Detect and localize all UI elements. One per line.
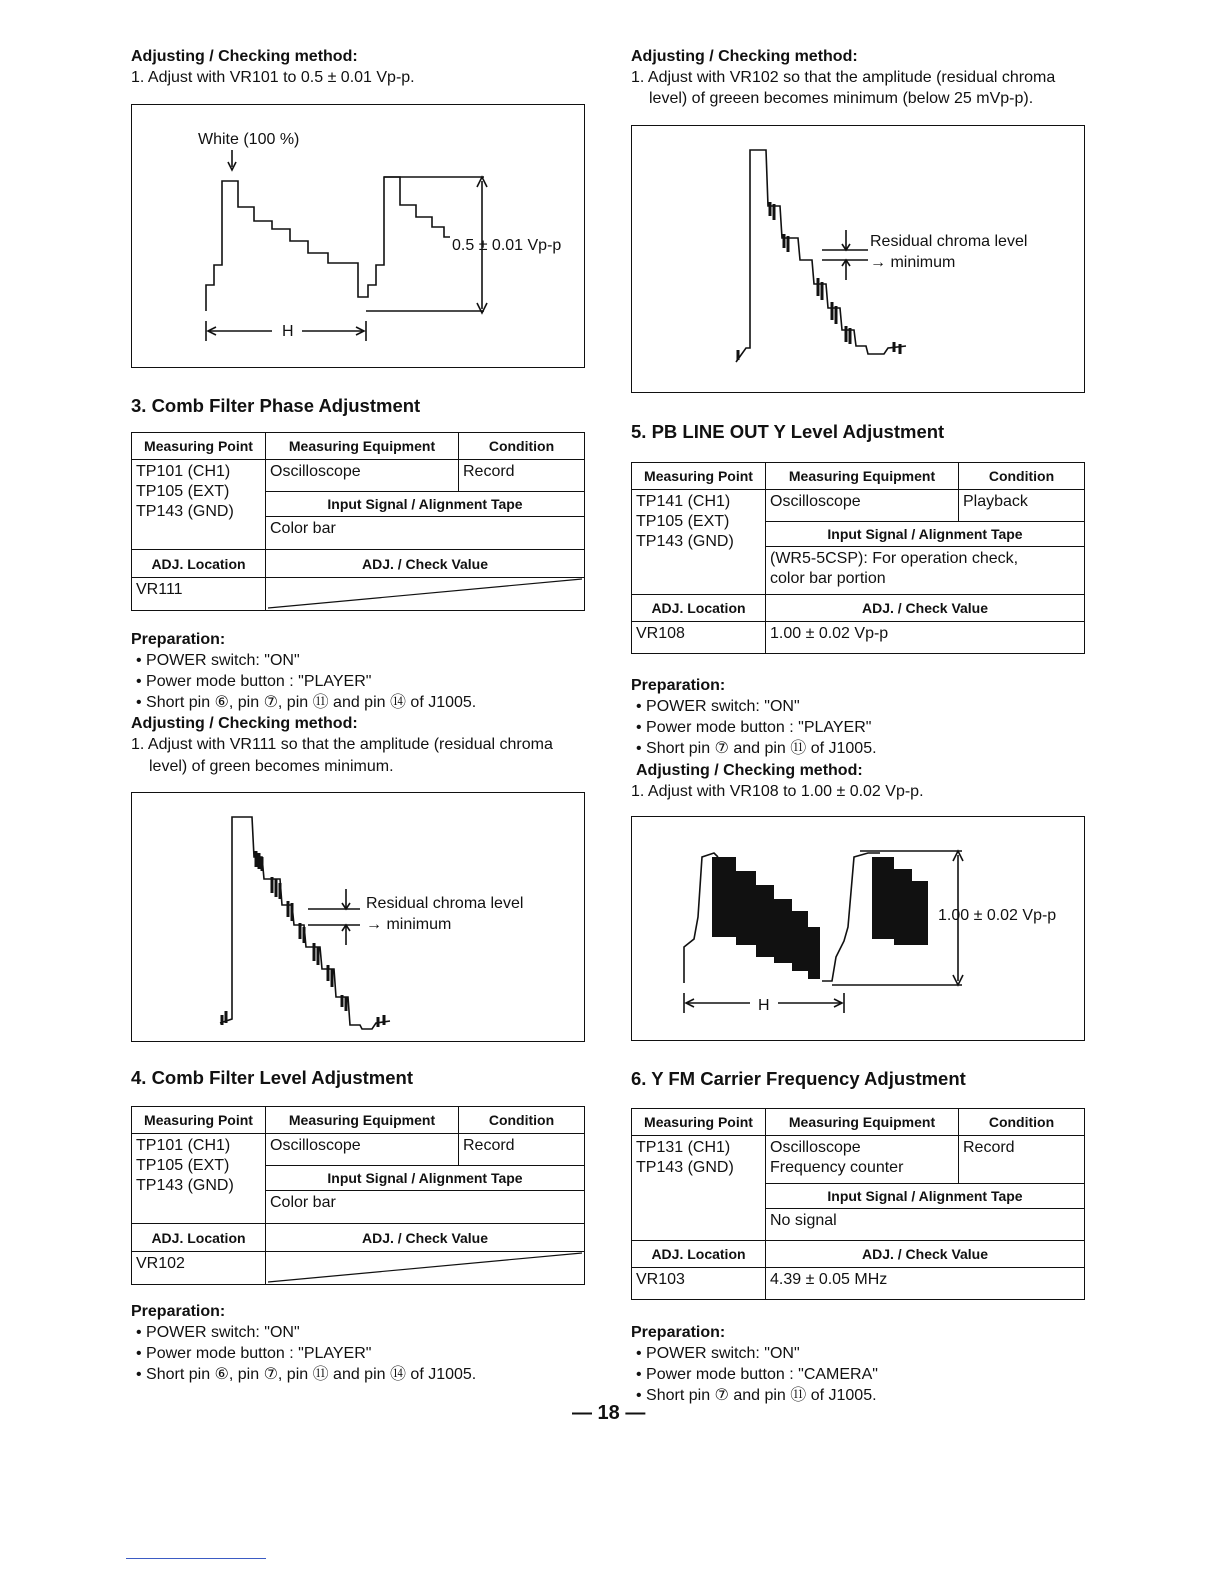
prep-item: • Power mode button : "PLAYER" bbox=[136, 1345, 372, 1362]
input-signal-header: Input Signal / Alignment Tape bbox=[266, 1166, 585, 1191]
adj-value-header: ADJ. / Check Value bbox=[266, 1224, 585, 1252]
col-condition: Condition bbox=[459, 1107, 585, 1134]
prep-item: • POWER switch: "ON" bbox=[636, 1345, 800, 1362]
measuring-point-cell: TP131 (CH1) TP143 (GND) bbox=[632, 1136, 766, 1241]
preparation-title: Preparation: bbox=[631, 1324, 726, 1341]
adj-location-cell: VR111 bbox=[132, 578, 266, 611]
input-signal-cell: No signal bbox=[766, 1209, 1085, 1241]
adj-value-header: ADJ. / Check Value bbox=[766, 1241, 1085, 1268]
footer-rule bbox=[126, 1558, 266, 1559]
equipment-cell: Oscilloscope Frequency counter bbox=[766, 1136, 959, 1184]
method-step-cont: level) of green becomes minimum. bbox=[149, 758, 394, 775]
spec-table-sec4 bbox=[131, 1106, 585, 1285]
method-title: Adjusting / Checking method: bbox=[631, 48, 858, 65]
residual-label: Residual chroma level bbox=[366, 895, 524, 912]
residual-label: Residual chroma level bbox=[870, 233, 1028, 250]
col-condition: Condition bbox=[959, 1109, 1085, 1136]
adj-location-cell: VR108 bbox=[632, 622, 766, 654]
prep-item: • Power mode button : "PLAYER" bbox=[136, 673, 372, 690]
adj-value-cell: 4.39 ± 0.05 MHz bbox=[766, 1268, 1085, 1300]
input-signal-header: Input Signal / Alignment Tape bbox=[766, 1184, 1085, 1209]
section-3-title: 3. Comb Filter Phase Adjustment bbox=[131, 395, 421, 416]
preparation-title: Preparation: bbox=[631, 677, 726, 694]
prep-item: • Short pin ⑥, pin ⑦, pin ⑪ and pin ⑭ of J1005. bbox=[136, 1366, 477, 1383]
prep-item: • POWER switch: "ON" bbox=[636, 698, 800, 715]
method-title: Adjusting / Checking method: bbox=[131, 48, 358, 65]
measuring-point-cell: TP101 (CH1) TP105 (EXT) TP143 (GND) bbox=[132, 460, 266, 550]
section-4-title: 4. Comb Filter Level Adjustment bbox=[131, 1067, 413, 1088]
level-label: 0.5 ± 0.01 Vp-p bbox=[452, 237, 562, 254]
method-step: 1. Adjust with VR102 so that the amplitude (residual chroma bbox=[631, 69, 1056, 86]
prep-item: • POWER switch: "ON" bbox=[136, 652, 300, 669]
chroma-waveform bbox=[132, 793, 586, 1043]
waveform-figure-y-level bbox=[631, 816, 1085, 1041]
condition-cell: Playback bbox=[959, 490, 1085, 522]
input-signal-header: Input Signal / Alignment Tape bbox=[766, 522, 1085, 547]
col-measuring-equipment: Measuring Equipment bbox=[766, 1109, 959, 1136]
input-signal-cell: Color bar bbox=[266, 517, 585, 550]
preparation-title: Preparation: bbox=[131, 631, 226, 648]
level-label: 1.00 ± 0.02 Vp-p bbox=[938, 907, 1057, 924]
method-step: 1. Adjust with VR101 to 0.5 ± 0.01 Vp-p. bbox=[131, 69, 415, 86]
page-number: — 18 — bbox=[572, 1402, 646, 1424]
adj-location-header: ADJ. Location bbox=[632, 1241, 766, 1268]
section-5-title: 5. PB LINE OUT Y Level Adjustment bbox=[631, 421, 945, 442]
chroma-waveform bbox=[632, 126, 1086, 394]
method-step-cont: level) of greeen becomes minimum (below 25 mVp-p). bbox=[649, 90, 1034, 107]
col-measuring-point: Measuring Point bbox=[632, 463, 766, 490]
input-signal-cell: (WR5-5CSP): For operation check, color bar portion bbox=[766, 547, 1085, 595]
adj-value-empty-cell bbox=[266, 578, 585, 611]
method-step: 1. Adjust with VR111 so that the amplitude (residual chroma bbox=[131, 736, 553, 753]
col-measuring-point: Measuring Point bbox=[132, 1107, 266, 1134]
adj-value-header: ADJ. / Check Value bbox=[266, 550, 585, 578]
col-condition: Condition bbox=[959, 463, 1085, 490]
prep-item: • Short pin ⑥, pin ⑦, pin ⑪ and pin ⑭ of J1005. bbox=[136, 694, 477, 711]
spec-table-sec6 bbox=[631, 1108, 1085, 1300]
condition-cell: Record bbox=[459, 460, 585, 492]
method-step: 1. Adjust with VR108 to 1.00 ± 0.02 Vp-p. bbox=[631, 783, 924, 800]
prep-item: • POWER switch: "ON" bbox=[136, 1324, 300, 1341]
staircase-waveform bbox=[132, 105, 586, 369]
equipment-cell: Oscilloscope bbox=[266, 460, 459, 492]
adj-location-header: ADJ. Location bbox=[132, 550, 266, 578]
h-label: H bbox=[282, 323, 294, 340]
adj-value-cell: 1.00 ± 0.02 Vp-p bbox=[766, 622, 1085, 654]
col-measuring-equipment: Measuring Equipment bbox=[266, 1107, 459, 1134]
waveform-figure-residual-chroma bbox=[131, 792, 585, 1042]
method-title: Adjusting / Checking method: bbox=[131, 715, 358, 732]
y-level-waveform bbox=[632, 817, 1086, 1042]
col-measuring-equipment: Measuring Equipment bbox=[266, 433, 459, 460]
input-signal-header: Input Signal / Alignment Tape bbox=[266, 492, 585, 517]
adj-location-header: ADJ. Location bbox=[132, 1224, 266, 1252]
prep-item: • Power mode button : "CAMERA" bbox=[636, 1366, 878, 1383]
adj-location-header: ADJ. Location bbox=[632, 595, 766, 622]
measuring-point-cell: TP141 (CH1) TP105 (EXT) TP143 (GND) bbox=[632, 490, 766, 595]
prep-item: • Short pin ⑦ and pin ⑪ of J1005. bbox=[636, 1387, 877, 1404]
prep-item: • Power mode button : "PLAYER" bbox=[636, 719, 872, 736]
spec-table-sec3 bbox=[131, 432, 585, 611]
equipment-cell: Oscilloscope bbox=[766, 490, 959, 522]
residual-label-2: → minimum bbox=[366, 916, 452, 933]
col-measuring-point: Measuring Point bbox=[632, 1109, 766, 1136]
h-label: H bbox=[758, 997, 770, 1014]
measuring-point-cell: TP101 (CH1) TP105 (EXT) TP143 (GND) bbox=[132, 1134, 266, 1224]
section-6-title: 6. Y FM Carrier Frequency Adjustment bbox=[631, 1068, 966, 1089]
equipment-cell: Oscilloscope bbox=[266, 1134, 459, 1166]
adj-value-header: ADJ. / Check Value bbox=[766, 595, 1085, 622]
method-title: Adjusting / Checking method: bbox=[636, 762, 863, 779]
col-condition: Condition bbox=[459, 433, 585, 460]
spec-table-sec5 bbox=[631, 462, 1085, 654]
prep-item: • Short pin ⑦ and pin ⑪ of J1005. bbox=[636, 740, 877, 757]
waveform-figure-white-level bbox=[131, 104, 585, 368]
col-measuring-point: Measuring Point bbox=[132, 433, 266, 460]
input-signal-cell: Color bar bbox=[266, 1191, 585, 1224]
preparation-title: Preparation: bbox=[131, 1303, 226, 1320]
adj-location-cell: VR102 bbox=[132, 1252, 266, 1285]
waveform-figure-residual-chroma-right bbox=[631, 125, 1085, 393]
white-label: White (100 %) bbox=[198, 131, 300, 148]
col-measuring-equipment: Measuring Equipment bbox=[766, 463, 959, 490]
adj-value-empty-cell bbox=[266, 1252, 585, 1285]
condition-cell: Record bbox=[959, 1136, 1085, 1184]
adj-location-cell: VR103 bbox=[632, 1268, 766, 1300]
residual-label-2: → minimum bbox=[870, 254, 956, 271]
condition-cell: Record bbox=[459, 1134, 585, 1166]
